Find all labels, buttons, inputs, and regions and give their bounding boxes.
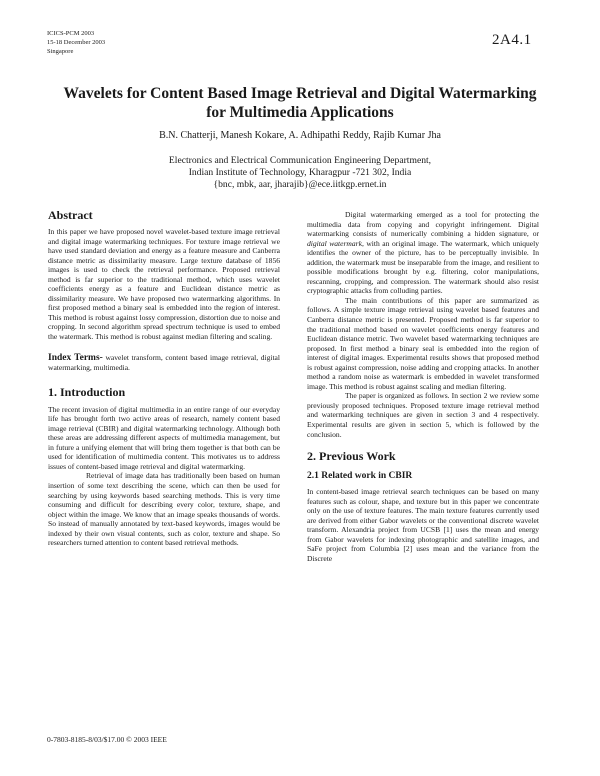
introduction-paragraph: Retrieval of image data has traditionally been based on human insertion of some text describing the scene, which can then be used for searching by using keywords based searching methods. This is very time consuming and difficult for describing every color, texture, shape, and object within the image. We know that an image speaks thousands of words. So instead of manually annotated by text-based keywords, images would be indexed by their own visual contents, such as color, texture and shape. So researchers turned attention to content based retrieval methods. [48, 471, 280, 548]
body-paragraph: The main contributions of this paper are summarized as follows. A simple texture image retrieval using wavelet based features and Canberra distance metric is presented. Proposed method is far superior to the traditional method based on wavelet coefficients energy features and Euclidean distance metric. Two wavelet based watermarking techniques are proposed. In first method a binary seal is embedded into the region of interest of digital images. Experimental results shows that proposed method is robust against compression, noise adding and cropping attacks. In another method a random noise as watermark is embedded in wavelet transformed image. This method is robust against scaling and median filtering. [307, 295, 539, 391]
copyright-footer: 0-7803-8185-8/03/$17.00 © 2003 IEEE [47, 735, 167, 744]
affiliation-institute: Indian Institute of Technology, Kharagpur -721 302, India [188, 167, 412, 178]
left-column [48, 208, 280, 548]
affiliation-department: Electronics and Electrical Communication Engineering Department, [168, 155, 432, 166]
paper-title-line: Wavelets for Content Based Image Retrieval and Digital Watermarking [63, 85, 537, 102]
introduction-heading: 1. Introduction [48, 384, 126, 399]
index-terms-text: wavelet transform, content based image retrieval, digital watermarking, multimedia. [48, 352, 280, 373]
paper-page-id: 2A4.1 [492, 32, 532, 48]
watermark-para-text: , with an original image. The watermark, which uniquely identifies the owner of the picture, has to be perceptually invisible. In addition, the watermark must be inseparable from the image, and resilient to possible modifications brought by e.g. filtering, color manipulations, rescanning, cropping, and compression. The watermark should also resist cryptographic attacks from colluding parties. [307, 238, 539, 296]
abstract-text: In this paper we have proposed novel wavelet-based texture image retrieval and digital image watermarking techniques. For texture image retrieval we have used standard deviation and energy as a feature measure and Canberra distance metric as dissimilarity measure. Large texture database of 1856 images is used to check the retrieval performance. Proposed retrieval method is far superior to the traditional method, which uses wavelet coefficients energy as a feature and Euclidean distance metric as dissimilarity measure. We have proposed two watermarking algorithms. In first proposed method a binary seal is embedded into the region of interest. This method is robust against lossy compression, distortion due to noise and cropping. In second algorithm spread spectrum technique is used to embed the watermark. This method is robust against median filtering and scaling. [48, 227, 280, 342]
conference-info [47, 29, 105, 56]
watermark-para-text: Digital watermarking emerged as a tool for protecting the multimedia data from copying and copyright infringement. Digital watermarking consists of numerically combining a hidden signature, or [307, 210, 539, 239]
author-list: B.N. Chatterji, Manesh Kokare, A. Adhipathi Reddy, Rajib Kumar Jha [159, 130, 441, 141]
previous-work-heading: 2. Previous Work [307, 449, 396, 464]
body-paragraph [307, 210, 539, 296]
index-terms-label: Index Terms- [48, 352, 103, 363]
related-work-heading: 2.1 Related work in CBIR [307, 471, 413, 482]
conference-dates: 15-18 December 2003 [47, 39, 106, 46]
right-column [307, 208, 539, 564]
abstract-heading: Abstract [48, 208, 93, 222]
conference-location: Singapore [47, 48, 74, 55]
body-paragraph: The paper is organized as follows. In section 2 we review some previously proposed techniques. Proposed texture image retrieval method and watermarking techniques are given in section 3 and 4 respectively. Experimental results are given in section 5, which is followed by the conclusion. [307, 391, 539, 439]
conference-name: ICICS-PCM 2003 [47, 30, 95, 37]
affiliation-emails: {bnc, mbk, aar, jharajib}@ece.iitkgp.ernet.in [213, 179, 387, 190]
paper-title-line: for Multimedia Applications [206, 104, 394, 121]
index-terms [48, 353, 280, 373]
paper-title [40, 84, 560, 122]
affiliation [40, 155, 560, 191]
digital-watermark-term: digital watermark [307, 238, 362, 248]
introduction-paragraph: The recent invasion of digital multimedia in an entire range of our everyday life has brought forth two active areas of research, namely content based image retrieval (CBIR) and digital watermarking technology. Although both these areas are addressing different aspects of multimedia management, but in future a unifying element that will bring them together is that both can be used for identification of multimedia content. This motivates us to address issues of content-based image retrieval and digital watermarking. [48, 404, 280, 471]
body-paragraph: In content-based image retrieval search techniques can be based on many features such as colour, shape, and texture but in this paper we concentrate only on the use of texture features. The main texture features currently used are derived from either Gabor wavelets or the conventional discrete wavelet transform. Alexandria project from UCSB [1] uses the mean and energy from Gabor wavelets for indexing photographic and satellite images, and SaFe project from Columbia [2] uses mean and the variance from the Discrete [307, 487, 539, 563]
